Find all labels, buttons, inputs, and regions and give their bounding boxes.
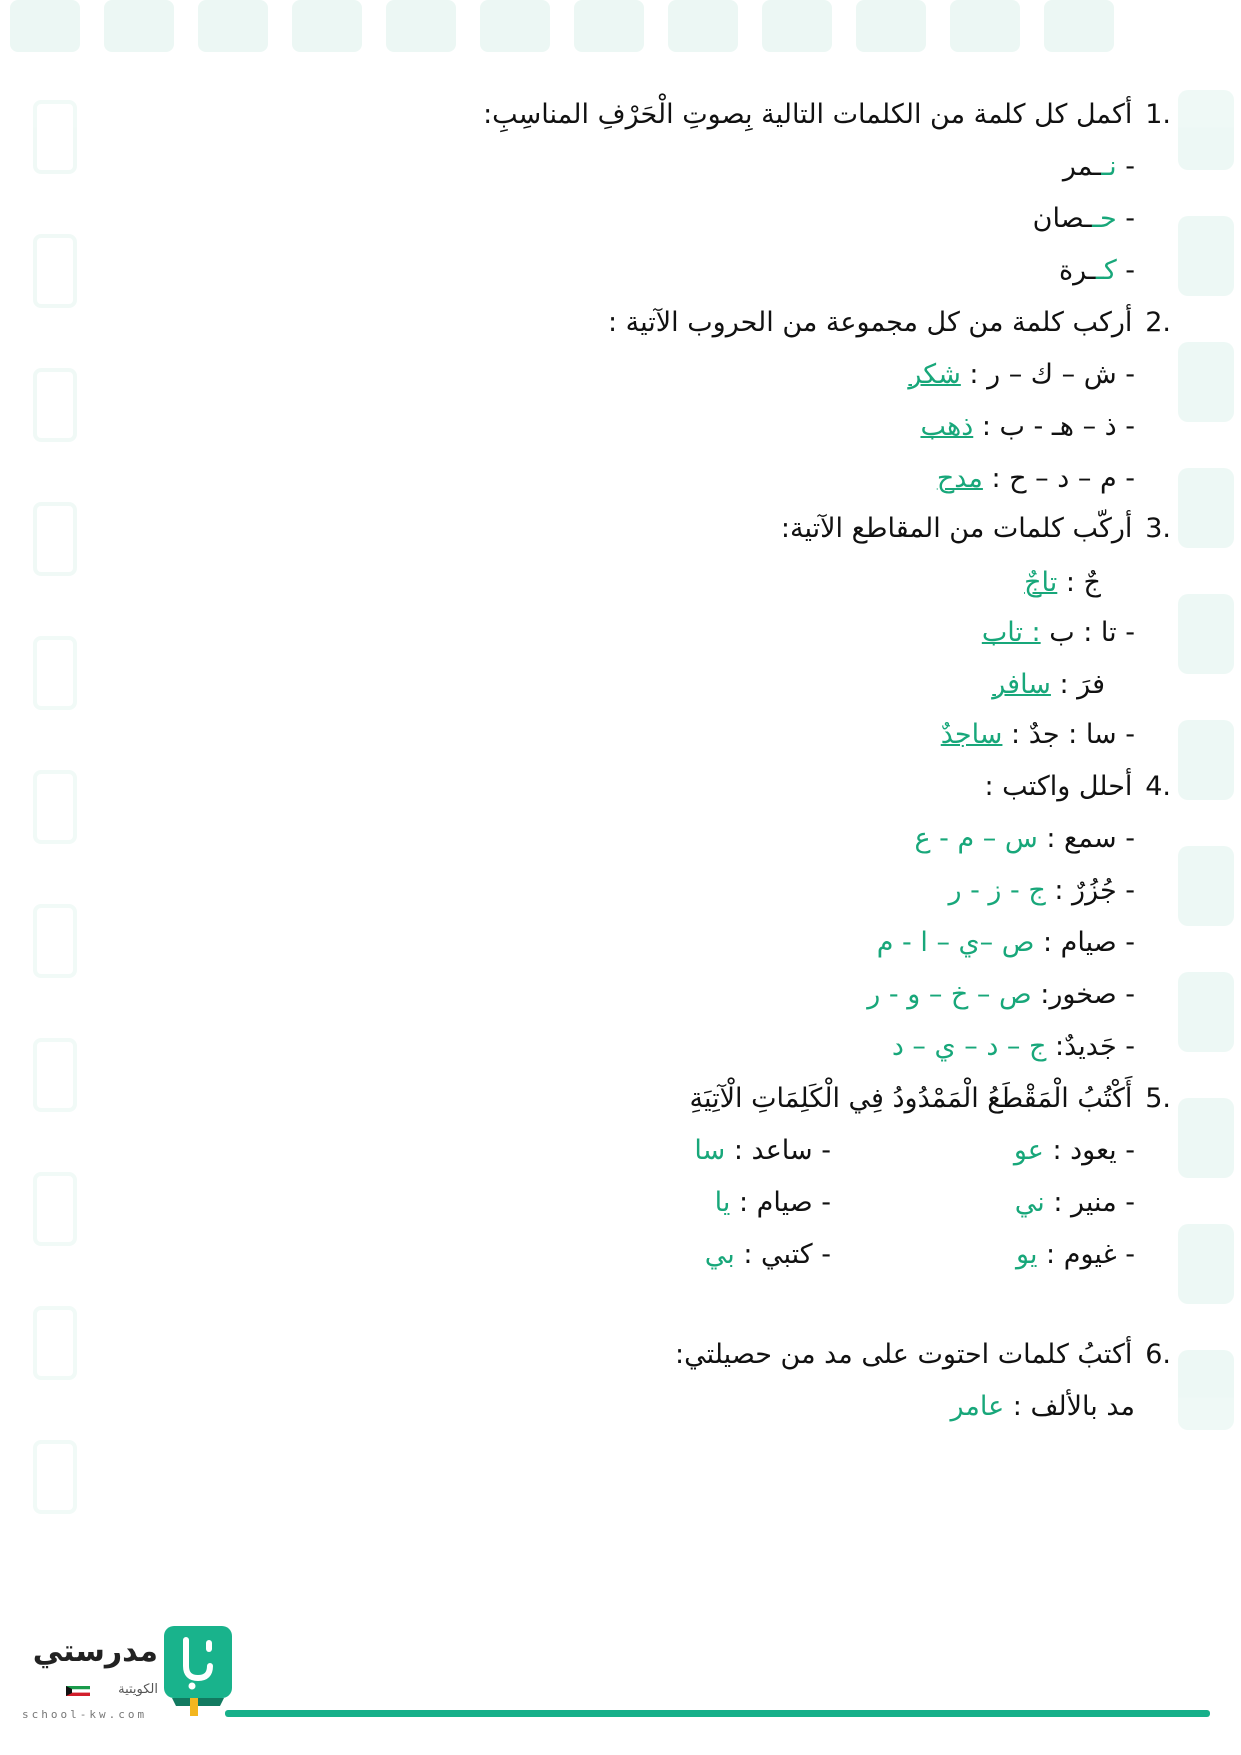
answer: ص –ي – ا - م xyxy=(876,927,1035,958)
answer: عامر xyxy=(950,1391,1005,1422)
side-watermark xyxy=(1171,90,1241,1490)
question-2 xyxy=(608,304,1171,342)
list-item: - جُزُرٌ : ج - ز - ر xyxy=(948,875,1135,906)
question-1 xyxy=(483,96,1171,134)
side-watermark-left xyxy=(30,100,80,1500)
answer: مدح xyxy=(936,463,983,494)
logo-subtitle: الكويتية xyxy=(118,1682,158,1697)
answer: يا xyxy=(714,1187,731,1218)
answer: تاجٌ xyxy=(1024,567,1058,598)
madrasati-logo xyxy=(22,1612,222,1747)
list-item: جٌ : تاجٌ xyxy=(1024,567,1101,598)
question-6 xyxy=(675,1336,1171,1374)
list-item: - صخور: ص – خ – و - ر xyxy=(867,979,1135,1010)
list-item: مد بالألف : عامر xyxy=(950,1391,1135,1422)
logo-mark-icon xyxy=(162,1626,234,1716)
list-item: - يعود : عو xyxy=(1013,1135,1135,1166)
answer: : تاب xyxy=(981,617,1041,648)
question-4 xyxy=(985,768,1172,806)
answer: كـ xyxy=(1095,255,1117,286)
list-item: - كــرة xyxy=(1058,255,1135,286)
list-item: - كتبي : بي xyxy=(704,1239,831,1270)
answer: نـ xyxy=(1101,151,1117,182)
list-item: - حــصان xyxy=(1032,203,1135,234)
list-item: - سا : جدٌ : ساجدٌ xyxy=(940,719,1135,750)
list-item: - منير : ني xyxy=(1014,1187,1135,1218)
question-number: .2 xyxy=(1145,307,1171,338)
question-number: .3 xyxy=(1145,513,1171,544)
logo-name: مدرستي xyxy=(32,1634,158,1669)
question-title: أكتبُ كلمات احتوت على مد من حصيلتي: xyxy=(675,1339,1133,1370)
answer: س – م - ع xyxy=(914,823,1038,854)
list-item: - تا : ب : تاب xyxy=(981,617,1135,648)
logo-url: school-kw.com xyxy=(22,1708,148,1721)
kuwait-flag-icon xyxy=(66,1686,90,1696)
question-title: أَكْتُبُ الْمَقْطَعُ الْمَمْدُودُ فِي الْكَلِمَاتِ الْآتِيَةِ xyxy=(689,1083,1133,1114)
answer: عو xyxy=(1013,1135,1044,1166)
question-title: أكمل كل كلمة من الكلمات التالية بِصوتِ الْحَرْفِ المناسِبِ: xyxy=(483,99,1133,130)
answer: شكر xyxy=(908,359,961,390)
list-item: - صيام : ص –ي – ا - م xyxy=(876,927,1135,958)
question-3 xyxy=(781,510,1171,548)
question-number: .5 xyxy=(1145,1083,1171,1114)
list-item: - م – د – ح : مدح xyxy=(936,463,1135,494)
list-item: فرَ : سافر xyxy=(992,669,1105,700)
answer: بي xyxy=(704,1239,735,1270)
answer: سا xyxy=(694,1135,726,1166)
list-item: - نــمر xyxy=(1062,151,1135,182)
footer-divider xyxy=(225,1710,1210,1717)
answer: ج – د – ي – د xyxy=(891,1031,1047,1062)
answer: ذهب xyxy=(920,411,974,442)
answer: يو xyxy=(1016,1239,1038,1270)
answer: ص – خ – و - ر xyxy=(867,979,1032,1010)
list-item: - غيوم : يو xyxy=(1016,1239,1135,1270)
answer: ني xyxy=(1014,1187,1045,1218)
question-title: أركّب كلمات من المقاطع الآتية: xyxy=(780,513,1133,544)
list-item: - صيام : يا xyxy=(714,1187,831,1218)
question-number: .6 xyxy=(1145,1339,1171,1370)
answer: ج - ز - ر xyxy=(948,875,1046,906)
question-title: أركب كلمة من كل مجموعة من الحروب الآتية : xyxy=(607,307,1133,338)
list-item: - ش – ك – ر : شكر xyxy=(908,359,1135,390)
list-item: - ذ – هـ - ب : ذهب xyxy=(920,411,1135,442)
question-title: أحلل واكتب : xyxy=(984,771,1133,802)
question-5 xyxy=(690,1080,1172,1118)
answer: ساجدٌ xyxy=(940,719,1003,750)
answer: سافر xyxy=(992,669,1051,700)
question-number: .1 xyxy=(1145,99,1171,130)
list-item: - جَديدٌ: ج – د – ي – د xyxy=(891,1031,1135,1062)
list-item: - سمع : س – م - ع xyxy=(914,823,1135,854)
question-number: .4 xyxy=(1145,771,1171,802)
header-watermark xyxy=(0,0,1241,60)
answer: حـ xyxy=(1092,203,1117,234)
list-item: - ساعد : سا xyxy=(694,1135,831,1166)
